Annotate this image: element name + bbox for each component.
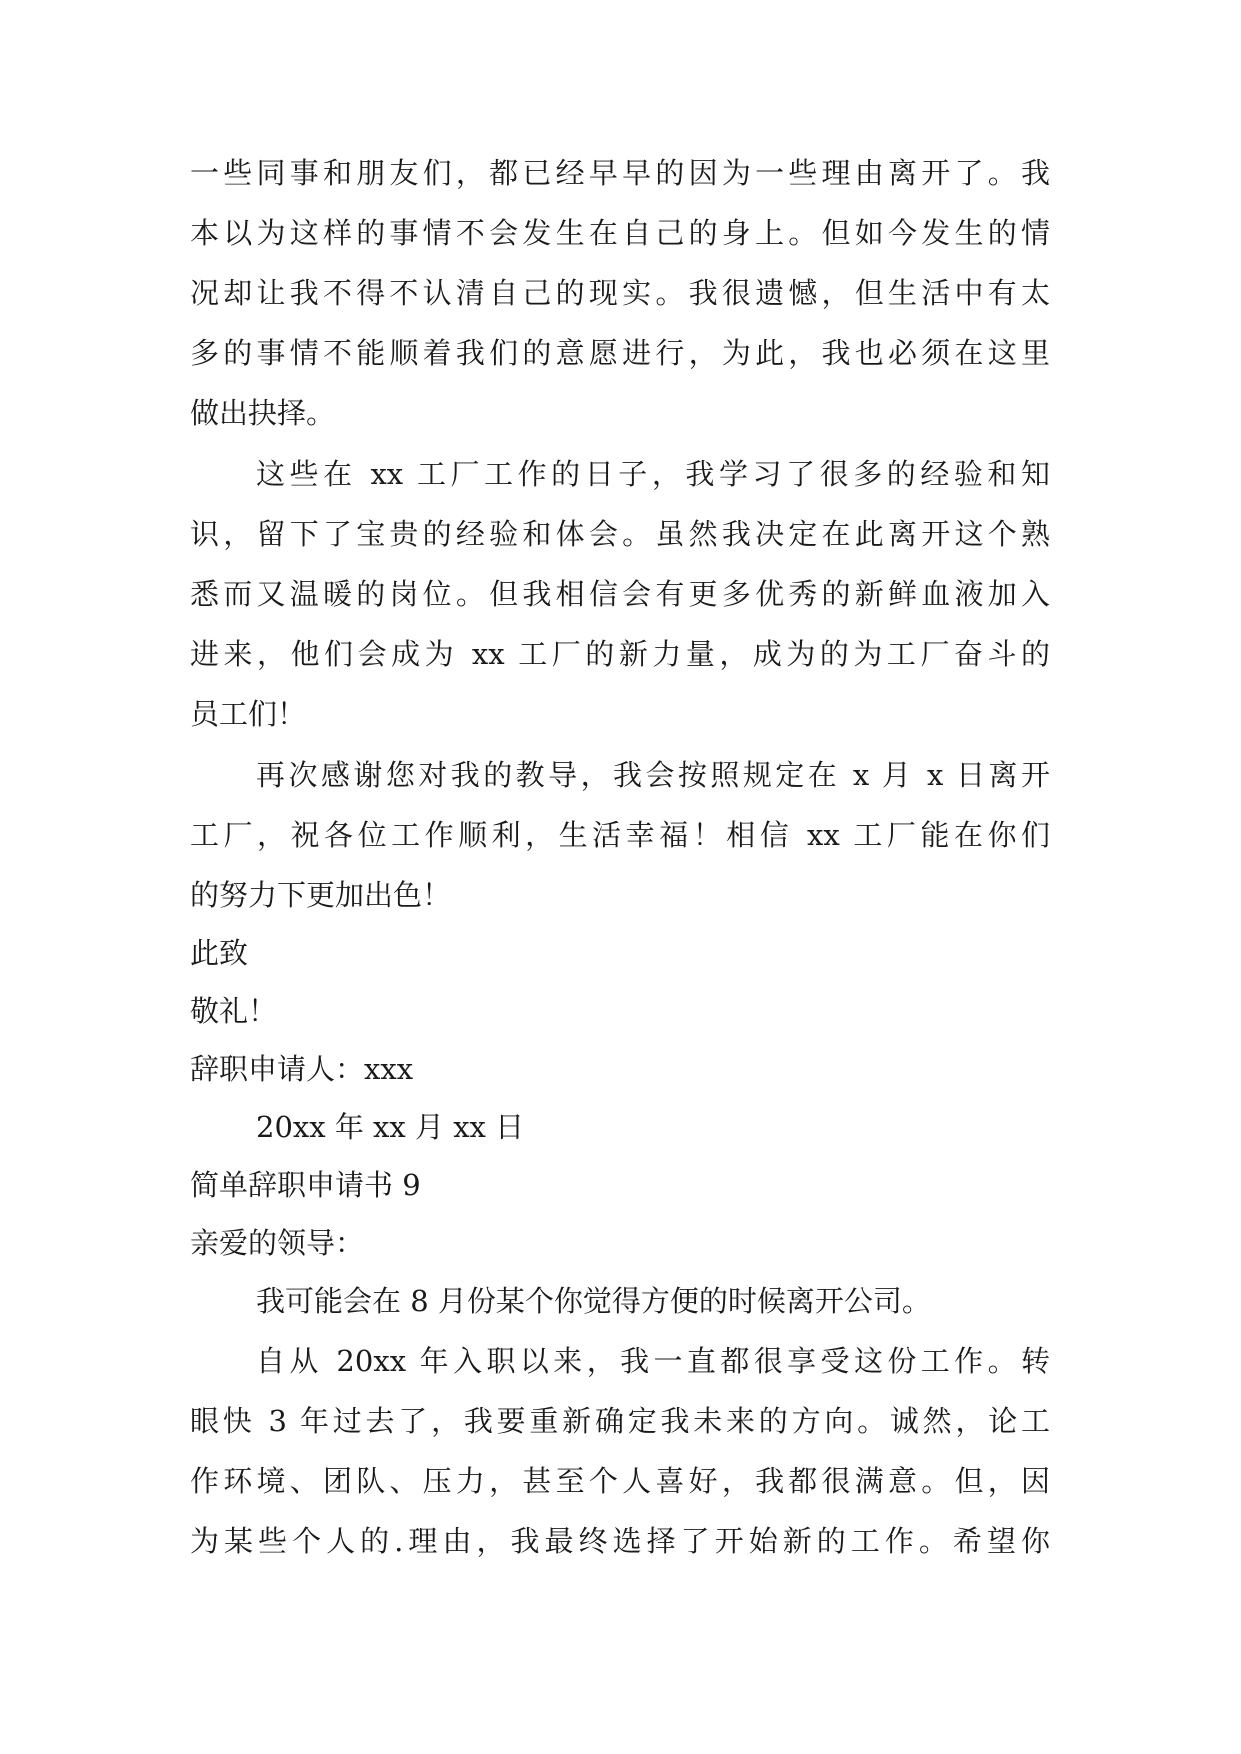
paragraph-1-line-2: 本以为这样的事情不会发生在自己的身上。但如今发生的情	[190, 216, 1050, 250]
paragraph-1-line-1: 一些同事和朋友们，都已经早早的因为一些理由离开了。我	[190, 156, 1050, 190]
paragraph-2-line-1: 这些在 xx 工厂工作的日子，我学习了很多的经验和知	[256, 457, 1050, 491]
paragraph-4-line-1: 我可能会在 8 月份某个你觉得方便的时候离开公司。	[256, 1284, 931, 1318]
section-title: 简单辞职申请书 9	[190, 1168, 421, 1202]
paragraph-3-line-3: 的努力下更加出色！	[190, 878, 452, 912]
paragraph-1-line-4: 多的事情不能顺着我们的意愿进行，为此，我也必须在这里	[190, 336, 1050, 370]
paragraph-2-line-3: 悉而又温暖的岗位。但我相信会有更多优秀的新鲜血液加入	[190, 577, 1050, 611]
paragraph-5-line-4: 为某些个人的.理由，我最终选择了开始新的工作。希望你	[190, 1524, 1050, 1558]
paragraph-5-line-3: 作环境、团队、压力，甚至个人喜好，我都很满意。但，因	[190, 1464, 1050, 1498]
salutation: 亲爱的领导：	[190, 1226, 365, 1260]
paragraph-1-line-5: 做出抉择。	[190, 396, 336, 430]
signer-line: 辞职申请人：xxx	[190, 1052, 414, 1086]
paragraph-2-line-2: 识，留下了宝贵的经验和体会。虽然我决定在此离开这个熟	[190, 517, 1050, 551]
paragraph-1-line-3: 况却让我不得不认清自己的现实。我很遗憾，但生活中有太	[190, 276, 1050, 310]
closing-jing-li: 敬礼！	[190, 994, 278, 1028]
paragraph-2-line-5: 员工们！	[190, 697, 307, 731]
paragraph-5-line-1: 自从 20xx 年入职以来，我一直都很享受这份工作。转	[256, 1344, 1050, 1378]
date-line: 20xx 年 xx 月 xx 日	[256, 1110, 525, 1144]
paragraph-2-line-4: 进来，他们会成为 xx 工厂的新力量，成为的为工厂奋斗的	[190, 637, 1050, 671]
closing-ci-zhi: 此致	[190, 936, 249, 970]
paragraph-3-line-2: 工厂，祝各位工作顺利，生活幸福！相信 xx 工厂能在你们	[190, 818, 1050, 852]
paragraph-3-line-1: 再次感谢您对我的教导，我会按照规定在 x 月 x 日离开	[256, 758, 1050, 792]
paragraph-5-line-2: 眼快 3 年过去了，我要重新确定我未来的方向。诚然，论工	[190, 1404, 1050, 1438]
